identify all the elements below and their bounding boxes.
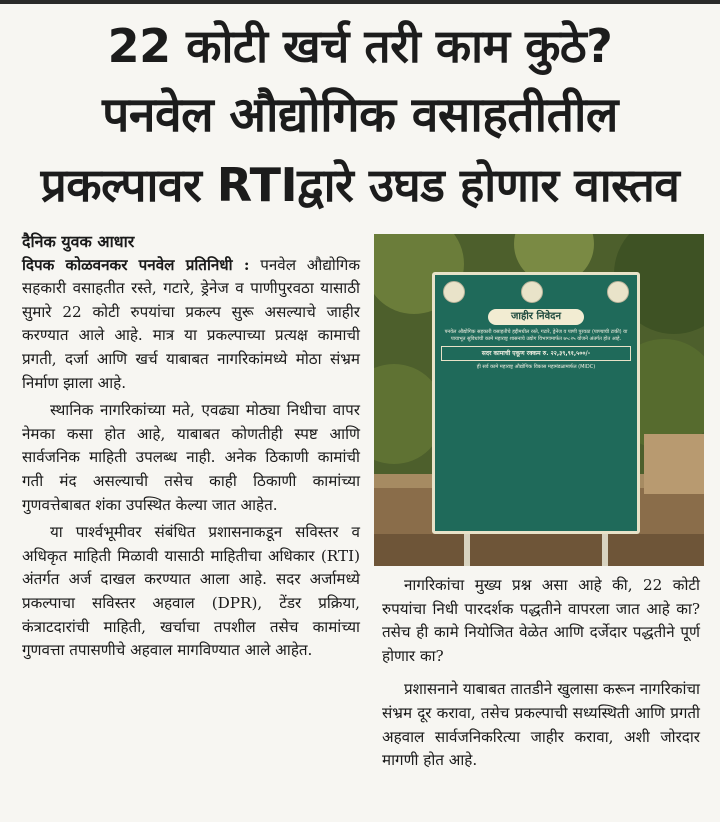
state-emblem-icon	[521, 281, 543, 303]
headline-line-2: पनवेल औद्योगिक वसाहतीतील	[102, 87, 618, 143]
article-left-column	[22, 230, 360, 663]
public-notice-board	[432, 272, 640, 534]
byline: दिपक कोळवनकर पनवेल प्रतिनिधी :	[22, 255, 250, 274]
paragraph-5: प्रशासनाने याबाबत तातडीने खुलासा करून नागरिकांचा संभ्रम दूर करावा, तसेच प्रकल्पाची सध्यस्थिती आणि प्रगती अहवाल सार्वजनिकरित्या जाहीर करावा, अशी जोरदार मागणी होत आहे.	[382, 680, 700, 770]
paragraph-2: स्थानिक नागरिकांच्या मते, एवढ्या मोठ्या निधीचा वापर नेमका कसा होत आहे, याबाबत कोणतीही स्पष्ट आणि सार्वजनिक माहिती उपलब्ध नाही. अनेक ठिकाणी कामांची गती मंद असल्याची तसेच काही ठिकाणी कामांच्या गुणवत्तेबाबत शंका उपस्थित केल्या जात आहेत.	[22, 401, 360, 514]
paper-name: दैनिक युवक आधार	[22, 232, 135, 251]
sign-title: जाहीर निवेदन	[488, 309, 584, 325]
headline-line-1: 22 कोटी खर्च तरी काम कुठे?	[107, 19, 613, 73]
news-photo	[374, 234, 704, 566]
headline-line-3: प्रकल्पावर RTIद्वारे उघड होणार वास्तव	[40, 158, 680, 212]
sign-post-left	[464, 530, 470, 566]
sign-body: पनवेल औद्योगिक सहकारी वसाहतीचे हद्दीमधील रस्ते, गटारे, ड्रेनेज व पाणी पुरवठा (पाण्याची टाकी) या पायाभूत सुविधांची कामे महाराष्ट्र शासनाचे उद्योग विभागामार्फत ७५:२५ योजने अंतर्गत होत आहे.	[444, 329, 628, 342]
sign-logos	[443, 281, 629, 305]
emblem-logo-icon	[443, 281, 465, 303]
top-rule	[0, 0, 720, 4]
sign-post-right	[602, 530, 608, 566]
sign-total-amount: सदर कामाची एकूण रक्कम रु. २२,३९,९१,५००/-	[441, 346, 631, 361]
paragraph-3: या पार्श्वभूमीवर संबंधित प्रशासनाकडून सविस्तर व अधिकृत माहिती मिळावी यासाठी माहितीचा अधिकार (RTI) अंतर्गत अर्ज दाखल करण्यात आला आहे. सदर अर्जामध्ये प्रकल्पाचा सविस्तर अहवाल (DPR), टेंडर प्रक्रिया, कंत्राटदारांची माहिती, खर्चाचा तपशील तसेच कामांच्या गुणवत्ता तपासणीचे अहवाल मागविण्यात आले आहेत.	[22, 523, 360, 660]
sign-midc-line: ही सर्व कामे महाराष्ट्र औद्योगिक विकास महामंडळामार्फत (MIDC)	[476, 364, 596, 370]
article-right-column	[382, 574, 700, 773]
intro-paragraph	[22, 254, 360, 396]
midc-logo-icon	[607, 281, 629, 303]
intro-text: पनवेल औद्योगिक सहकारी वसाहतीत रस्ते, गटारे, ड्रेनेज व पाणीपुरवठा यासाठी सुमारे 22 कोटी रुपयांचा प्रकल्प सुरू असल्याचे जाहीर करण्यात आले आहे. मात्र या प्रकल्पाच्या प्रत्यक्ष कामाची प्रगती, दर्जा आणि खर्च याबाबत नागरिकांमध्ये मोठा संभ्रम निर्माण झाला आहे.	[22, 255, 360, 392]
paragraph-4: नागरिकांचा मुख्य प्रश्न असा आहे की, 22 कोटी रुपयांचा निधी पारदर्शक पद्धतीने वापरला जात आहे का? तसेच ही कामे नियोजित वेळेत आणि दर्जेदार पद्धतीने पूर्ण होणार का?	[382, 576, 700, 665]
